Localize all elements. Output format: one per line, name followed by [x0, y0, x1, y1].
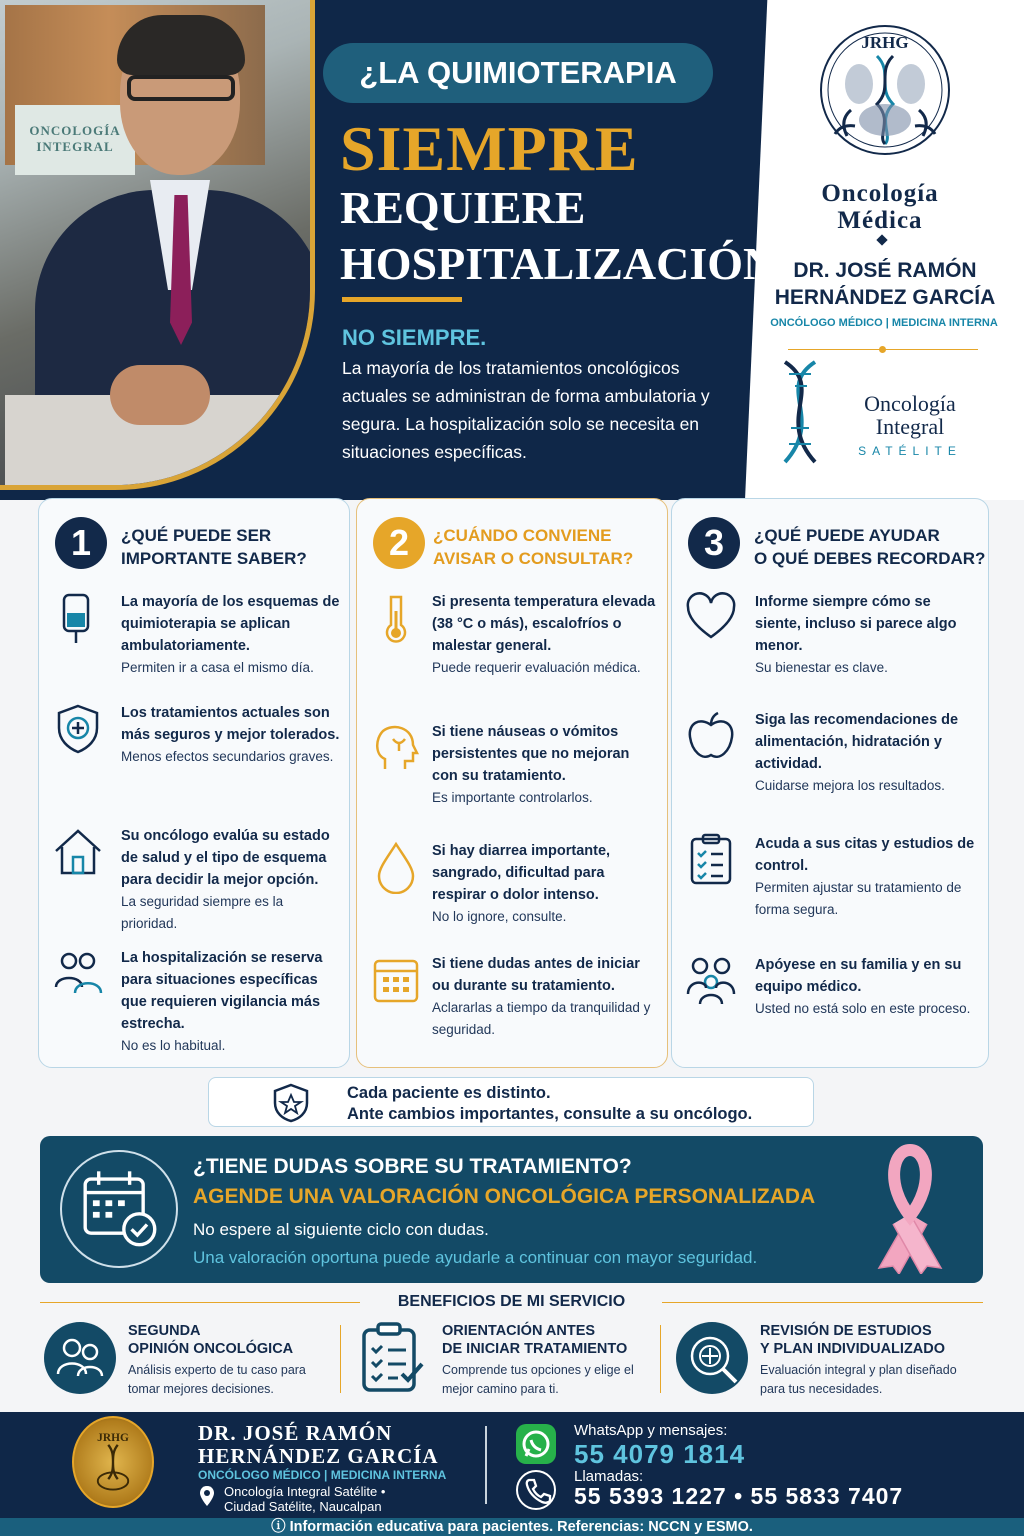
clipboard-icon [684, 833, 738, 887]
cta-action[interactable]: AGENDE UNA VALORACIÓN ONCOLÓGICA PERSONALIZADA [193, 1185, 816, 1208]
benefit-divider [340, 1325, 341, 1393]
thermometer-icon [369, 591, 423, 645]
benefit-divider [660, 1325, 661, 1393]
clinic-name [830, 392, 990, 438]
item-subtext: No lo ignore, consulte. [432, 909, 567, 924]
people-icon [51, 947, 105, 1001]
doctor-name-line-2: HERNÁNDEZ GARCÍA [774, 286, 996, 309]
footer [0, 1412, 1024, 1536]
header-section [0, 0, 1024, 500]
answer: NO SIEMPRE. [342, 325, 487, 350]
benefit-text: Comprende tus opciones y elige el mejor camino para ti. [442, 1363, 634, 1396]
column-title-line-1: ¿CUÁNDO CONVIENE [433, 526, 612, 545]
item-subtext: Es importante controlarlos. [432, 790, 593, 805]
item-text: Si hay diarrea importante, sangrado, dificultad para respirar o dolor intenso. [432, 843, 611, 903]
item-text: La hospitalización se reserva para situaciones específicas que requieren vigilancia más estrecha. [121, 950, 323, 1032]
benefit-item [44, 1322, 334, 1402]
column-title-line-2: AVISAR O CONSULTAR? [433, 549, 634, 568]
footer-doctor-name: DR. JOSÉ RAMÓN HERNÁNDEZ GARCÍA [198, 1421, 439, 1468]
column-title-line-2: O QUÉ DEBES RECORDAR? [754, 549, 986, 568]
benefits-header [40, 1291, 983, 1315]
footer-address: Oncología Integral Satélite • Ciudad Satélite, Naucalpan [224, 1484, 386, 1514]
item-subtext: Su bienestar es clave. [755, 660, 888, 675]
column-title [121, 524, 307, 570]
disclaimer-text: Información educativa para pacientes. Referencias: NCCN y ESMO. [289, 1519, 753, 1535]
column-title-line-1: ¿QUÉ PUEDE AYUDAR [754, 526, 940, 545]
cta-line-2: Una valoración oportuna puede ayudarle a continuar con mayor seguridad. [193, 1248, 758, 1267]
cta-question: ¿TIENE DUDAS SOBRE SU TRATAMIENTO? [193, 1155, 632, 1178]
item-subtext: Usted no está solo en este proceso. [755, 1001, 971, 1016]
calls-label: Llamadas: [574, 1468, 644, 1485]
whatsapp-label: WhatsApp y mensajes: [574, 1422, 728, 1439]
specialty-line-1: Oncología [821, 180, 939, 207]
column-title-line-2: IMPORTANTE SABER? [121, 549, 307, 568]
benefit-item [358, 1322, 654, 1402]
item-subtext: Permiten ajustar su tratamiento de forma segura. [755, 880, 962, 917]
benefit-text: Evaluación integral y plan diseñado para tus necesidades. [760, 1363, 957, 1396]
clinic-line-1: Oncología [864, 391, 956, 416]
note-line-2: Ante cambios importantes, consulte a su oncólogo. [347, 1105, 753, 1123]
doctor-name-line-1: DR. JOSÉ RAMÓN [793, 259, 977, 282]
clinic-location: SATÉLITE [858, 444, 962, 458]
doctor-subtitle: ONCÓLOGO MÉDICO | MEDICINA INTERNA [770, 317, 998, 329]
phone-icon[interactable] [516, 1470, 556, 1510]
dna-icon [765, 358, 835, 466]
cta-banner[interactable] [40, 1136, 983, 1283]
item-text: Apóyese en su familia y en su equipo médico. [755, 957, 962, 995]
column-title [433, 524, 633, 570]
headline-emphasis: SIEMPRE [340, 113, 639, 184]
question-pill: ¿LA QUIMIOTERAPIA [323, 43, 713, 103]
disclaimer [0, 1518, 1024, 1536]
item-subtext: Menos efectos secundarios graves. [121, 749, 334, 764]
footer-divider [485, 1426, 487, 1504]
item-text: Acuda a sus citas y estudios de control. [755, 836, 975, 874]
item-subtext: Aclararlas a tiempo da tranquilidad y seguridad. [432, 1000, 651, 1037]
benefit-text: Análisis experto de tu caso para tomar mejores decisiones. [128, 1363, 306, 1396]
jrhg-emblem-icon [815, 22, 955, 172]
column-title [754, 524, 985, 570]
calls-numbers[interactable]: 55 5393 1227 • 55 5833 7407 [574, 1483, 904, 1509]
intro-text: La mayoría de los tratamientos oncológicos actuales se administran de forma ambulatoria y segura. La hospitalización solo se necesita en situaciones específicas. [342, 358, 710, 462]
drop-icon [369, 840, 423, 894]
item-text: Si presenta temperatura elevada (38 °C o más), escalofríos o malestar general. [432, 594, 656, 654]
item-text: Su oncólogo evalúa su estado de salud y el tipo de esquema para decidir la mejor opción. [121, 828, 330, 888]
headline [340, 180, 799, 292]
calendar-check-icon [60, 1150, 178, 1268]
benefit-title: REVISIÓN DE ESTUDIOS Y PLAN INDIVIDUALIZADO [760, 1323, 946, 1357]
clinic-line-2: Integral [875, 414, 945, 439]
second-opinion-icon [44, 1322, 116, 1394]
item-text: La mayoría de los esquemas de quimioterapia se aplican ambulatoriamente. [121, 594, 340, 654]
item-subtext: Puede requerir evaluación médica. [432, 660, 641, 675]
benefit-item [676, 1322, 984, 1402]
item-subtext: La seguridad siempre es la prioridad. [121, 894, 284, 931]
brand-divider [788, 349, 978, 350]
item-text: Informe siempre cómo se siente, incluso si parece algo menor. [755, 594, 957, 654]
pink-ribbon-icon [865, 1144, 955, 1274]
target-icon [676, 1322, 748, 1394]
checklist-icon [358, 1322, 430, 1394]
info-column-3 [671, 498, 989, 1068]
cta-line-1: No espere al siguiente ciclo con dudas. [193, 1220, 489, 1239]
photo-clinic-sign: ONCOLOGÍA INTEGRAL [15, 105, 135, 175]
home-icon [51, 825, 105, 879]
whatsapp-icon[interactable] [516, 1424, 556, 1464]
benefits-heading: BENEFICIOS DE MI SERVICIO [397, 1293, 626, 1310]
doctor-name [760, 257, 1010, 311]
apple-icon [684, 709, 738, 763]
family-icon [684, 954, 738, 1008]
note-line-1: Cada paciente es distinto. [347, 1084, 551, 1102]
column-number: 3 [688, 517, 740, 569]
doctor-photo [0, 0, 315, 490]
info-column-1 [38, 498, 350, 1068]
note-text [347, 1083, 752, 1125]
calendar-icon [369, 953, 423, 1007]
footer-subtitle: ONCÓLOGO MÉDICO | MEDICINA INTERNA [198, 1468, 447, 1482]
headline-line-2: REQUIERE [340, 182, 586, 233]
info-icon: ⓘ [271, 1519, 290, 1535]
item-subtext: No es lo habitual. [121, 1038, 226, 1053]
benefit-title: SEGUNDA OPINIÓN ONCOLÓGICA [128, 1323, 294, 1357]
item-subtext: Cuidarse mejora los resultados. [755, 778, 945, 793]
jrhg-seal-icon [72, 1416, 154, 1508]
whatsapp-number[interactable]: 55 4079 1814 [574, 1439, 746, 1469]
benefit-title: ORIENTACIÓN ANTES DE INICIAR TRATAMIENTO [442, 1323, 628, 1357]
item-text: Si tiene dudas antes de iniciar ou durante su tratamiento. [432, 956, 640, 994]
specialty-title [760, 180, 1000, 234]
column-title-line-1: ¿QUÉ PUEDE SER [121, 526, 272, 545]
item-text: Siga las recomendaciones de alimentación, hidratación y actividad. [755, 712, 959, 772]
note-box [208, 1077, 814, 1127]
info-column-2 [356, 498, 668, 1068]
divider [342, 297, 462, 302]
headline-line-3: HOSPITALIZACIÓN? [340, 238, 800, 289]
location-pin-icon [200, 1486, 214, 1506]
heart-icon [684, 591, 738, 645]
shield-cross-icon [51, 702, 105, 756]
shield-star-icon [271, 1083, 311, 1123]
column-number: 2 [373, 517, 425, 569]
nausea-head-icon [369, 721, 423, 775]
footer-monogram: JRHG [97, 1432, 129, 1445]
column-number: 1 [55, 517, 107, 569]
emblem-monogram: JRHG [861, 33, 909, 52]
iv-bag-icon [51, 591, 105, 645]
item-text: Si tiene náuseas o vómitos persistentes que no mejoran con su tratamiento. [432, 724, 630, 784]
item-subtext: Permiten ir a casa el mismo día. [121, 660, 314, 675]
specialty-line-2: Médica [837, 207, 923, 234]
item-text: Los tratamientos actuales son más seguros y mejor tolerados. [121, 705, 340, 743]
